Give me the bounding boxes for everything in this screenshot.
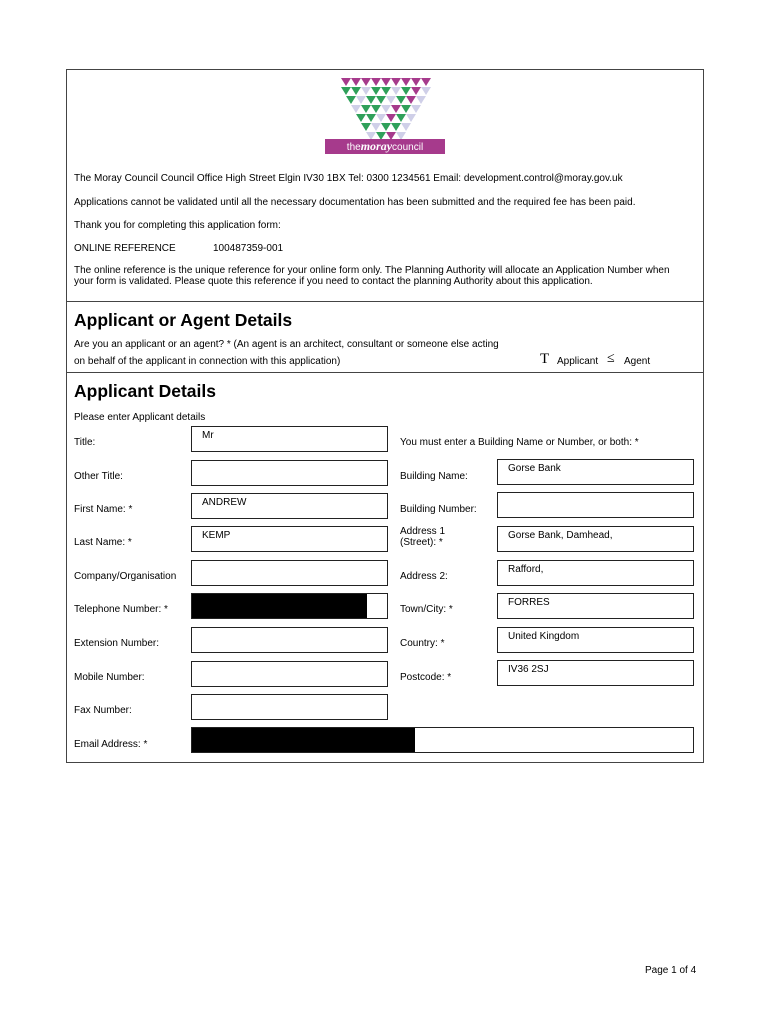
thanks-text: Thank you for completing this application form:: [74, 220, 281, 231]
logo-triangle: [406, 96, 416, 104]
logo-triangle: [371, 105, 381, 113]
logo-triangle: [361, 123, 371, 131]
agent-option-label: Agent: [624, 356, 651, 367]
logo-triangle: [351, 87, 361, 95]
email-label: Email Address: *: [74, 739, 148, 750]
logo-triangle: [341, 87, 351, 95]
last-name-label: Last Name: *: [74, 537, 132, 548]
applicant-radio[interactable]: T: [540, 351, 550, 367]
logo-triangle: [341, 78, 351, 86]
logo-triangle: [386, 96, 396, 104]
extension-label: Extension Number:: [74, 638, 160, 649]
building-number-field[interactable]: [497, 492, 694, 518]
applicant-section-title: Applicant Details: [74, 381, 216, 401]
logo-triangle: [381, 87, 391, 95]
logo-triangle: [411, 87, 421, 95]
logo-triangle: [421, 87, 431, 95]
logo-triangle: [396, 96, 406, 104]
logo-triangle: [376, 96, 386, 104]
fax-label: Fax Number:: [74, 705, 132, 716]
logo-triangle: [391, 105, 401, 113]
logo-triangle: [366, 114, 376, 122]
title-label: Title:: [74, 437, 96, 448]
logo-triangle: [346, 96, 356, 104]
extension-field[interactable]: [191, 627, 388, 653]
logo-triangle: [361, 78, 371, 86]
town-label: Town/City: *: [400, 604, 453, 615]
logo-triangle: [381, 78, 391, 86]
logo-triangle: [381, 123, 391, 131]
email-field[interactable]: [191, 727, 694, 753]
telephone-field[interactable]: [191, 593, 388, 619]
logo-triangle: [371, 123, 381, 131]
address2-field[interactable]: Rafford,: [497, 560, 694, 586]
logo-triangle: [411, 78, 421, 86]
country-label: Country: *: [400, 638, 445, 649]
fax-field[interactable]: [191, 694, 388, 720]
page-number: Page 1 of 4: [645, 965, 697, 976]
country-field[interactable]: United Kingdom: [497, 627, 694, 653]
logo-triangle: [416, 96, 426, 104]
building-name-field[interactable]: Gorse Bank: [497, 459, 694, 485]
first-name-label: First Name: *: [74, 504, 133, 515]
logo-triangle: [366, 96, 376, 104]
section-divider: [66, 301, 704, 302]
address2-label: Address 2:: [400, 571, 448, 582]
section-divider: [66, 372, 704, 373]
agent-question-line1: Are you an applicant or an agent? * (An agent is an architect, consultant or someone else acting: [74, 339, 499, 350]
company-label: Company/Organisation: [74, 571, 177, 582]
address1-label: Address 1: [400, 526, 446, 537]
online-reference-label: ONLINE REFERENCE: [74, 243, 176, 254]
reference-note-line1: The online reference is the unique reference for your online form only. The Planning Authority will allocate an Application Number when: [74, 265, 670, 276]
applicant-option-label: Applicant: [557, 356, 599, 367]
mobile-field[interactable]: [191, 661, 388, 687]
address1-label-street: (Street): *: [400, 537, 443, 548]
logo-triangle: [386, 114, 396, 122]
logo-triangle: [361, 87, 371, 95]
logo-triangle: [361, 105, 371, 113]
address1-field[interactable]: Gorse Bank, Damhead,: [497, 526, 694, 552]
first-name-field[interactable]: ANDREW: [191, 493, 388, 519]
logo-triangle: [381, 105, 391, 113]
mobile-label: Mobile Number:: [74, 672, 145, 683]
logo-triangle: [391, 123, 401, 131]
logo-triangle: [396, 114, 406, 122]
building-number-label: Building Number:: [400, 504, 477, 515]
validation-note: Applications cannot be validated until all the necessary documentation has been submitted and the required fee has been paid.: [74, 197, 636, 208]
logo-triangle: [351, 105, 361, 113]
other-title-field[interactable]: [191, 460, 388, 486]
building-name-label: Building Name:: [400, 471, 468, 482]
postcode-field[interactable]: IV36 2SJ: [497, 660, 694, 686]
company-field[interactable]: [191, 560, 388, 586]
logo-triangle: [401, 78, 411, 86]
agent-section-title: Applicant or Agent Details: [74, 310, 293, 330]
logo-triangle: [371, 87, 381, 95]
logo-triangle: [401, 123, 411, 131]
last-name-field[interactable]: KEMP: [191, 526, 388, 552]
logo-triangle: [351, 78, 361, 86]
applicant-intro: Please enter Applicant details: [74, 412, 206, 423]
logo-triangle: [391, 78, 401, 86]
postcode-label: Postcode: *: [400, 672, 452, 683]
logo-triangle: [401, 105, 411, 113]
logo-triangle: [356, 114, 366, 122]
telephone-redaction: [192, 594, 367, 618]
building-note: You must enter a Building Name or Number, or both: *: [400, 437, 639, 448]
agent-radio[interactable]: ≤: [607, 351, 615, 366]
logo-triangle: [376, 114, 386, 122]
email-redaction: [192, 728, 415, 752]
council-address-line: The Moray Council Council Office High Street Elgin IV30 1BX Tel: 0300 1234561 Email: development.control@moray.gov.uk: [74, 173, 623, 184]
town-field[interactable]: FORRES: [497, 593, 694, 619]
logo-triangle: [406, 114, 416, 122]
logo-triangle: [421, 78, 431, 86]
title-field[interactable]: Mr: [191, 426, 388, 452]
agent-question-line2: on behalf of the applicant in connection with this application): [74, 356, 341, 367]
logo-triangle: [391, 87, 401, 95]
online-reference-value: 100487359-001: [213, 243, 284, 254]
logo-triangle: [411, 105, 421, 113]
moray-council-wordmark: themoraycouncil: [325, 139, 445, 154]
reference-note-line2: your form is validated. Please quote this reference if you need to contact the planning Authority about this application.: [74, 276, 593, 287]
logo-triangle: [371, 78, 381, 86]
telephone-label: Telephone Number: *: [74, 604, 168, 615]
logo-triangle: [401, 87, 411, 95]
logo-triangle: [356, 96, 366, 104]
other-title-label: Other Title:: [74, 471, 123, 482]
